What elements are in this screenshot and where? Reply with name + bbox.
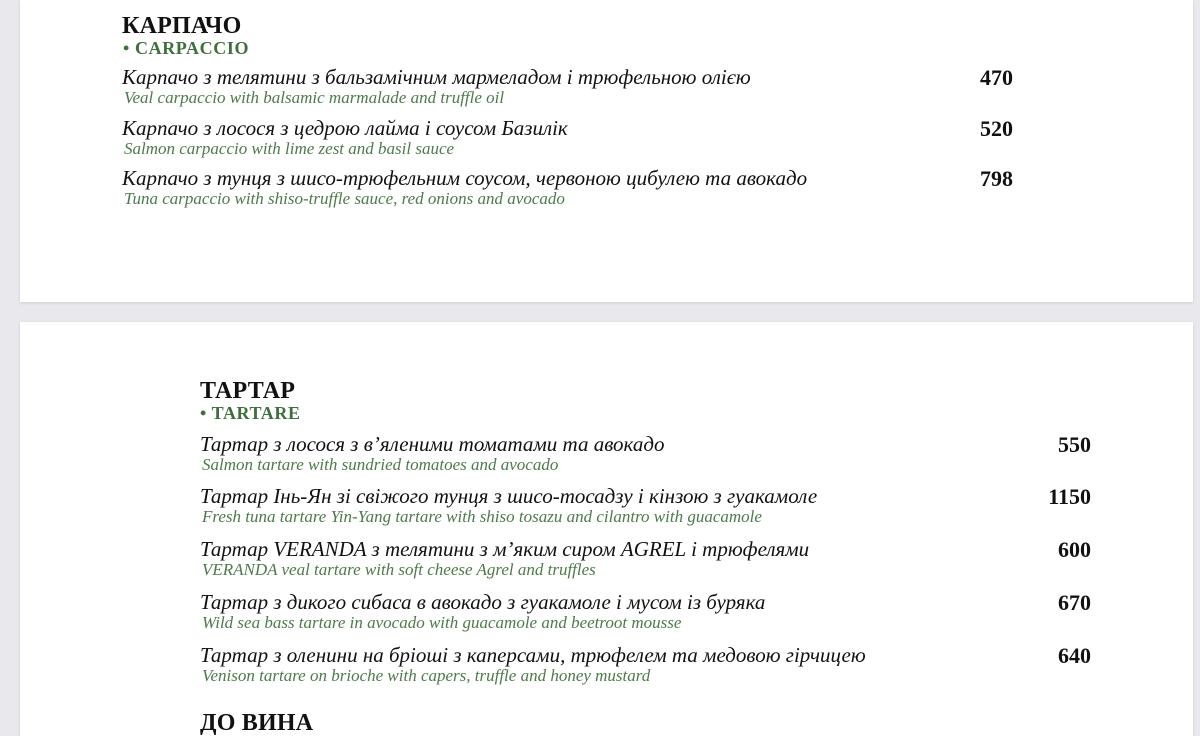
item-description: Venison tartare on brioche with capers, truffle and honey mustard [202, 666, 651, 685]
item-description: Wild sea bass tartare in avocado with guacamole and beetroot mousse [202, 613, 682, 632]
item-name: Карпачо з телятини з бальзамічним мармеладом і трюфельною олією [122, 65, 751, 89]
item-description: Fresh tuna tartare Yin-Yang tartare with shiso tosazu and cilantro with guacamole [202, 507, 762, 526]
section-subtitle-carpaccio: • CARPACCIO [123, 38, 250, 58]
item-price: 670 [1058, 590, 1091, 615]
menu-item [200, 432, 1091, 478]
item-name: Тартар з лосося з в’яленими томатами та авокадо [200, 432, 665, 456]
item-price: 520 [980, 116, 1013, 141]
section-title-carpaccio: КАРПАЧО [122, 13, 242, 39]
item-price: 640 [1058, 643, 1091, 668]
item-name: Карпачо з лосося з цедрою лайма і соусом Базилік [122, 116, 568, 140]
item-description: VERANDA veal tartare with soft cheese Agrel and truffles [202, 560, 596, 579]
item-name: Тартар з оленини на бріоші з каперсами, трюфелем та медовою гірчицею [200, 643, 866, 667]
menu-item [200, 484, 1091, 530]
item-description: Salmon tartare with sundried tomatoes and avocado [202, 455, 559, 474]
menu-item [122, 166, 1013, 212]
item-price: 798 [980, 166, 1013, 191]
item-name: Тартар Інь-Ян зі свіжого тунця з шисо-тосадзу і кінзою з гуакамоле [200, 484, 818, 508]
item-price: 600 [1058, 537, 1091, 562]
section-title-wine: ДО ВИНА [200, 710, 314, 736]
item-description: Veal carpaccio with balsamic marmalade and truffle oil [124, 88, 505, 107]
item-description: Tuna carpaccio with shiso-truffle sauce, red onions and avocado [124, 189, 565, 208]
section-subtitle-tartare: • TARTARE [200, 403, 301, 423]
item-price: 1150 [1048, 484, 1091, 509]
menu-item [200, 643, 1091, 689]
item-name: Карпачо з тунця з шисо-трюфельним соусом, червоною цибулею та авокадо [122, 166, 808, 190]
item-price: 550 [1058, 432, 1091, 457]
menu-page-1 [20, 0, 1193, 302]
menu-item [122, 116, 1013, 162]
menu-item [200, 537, 1091, 583]
menu-item [122, 65, 1013, 111]
section-title-tartare: ТАРТАР [200, 378, 296, 404]
item-name: Тартар VERANDA з телятини з м’яким сиром AGREL і трюфелями [200, 537, 810, 561]
menu-page-2 [20, 322, 1193, 736]
item-description: Salmon carpaccio with lime zest and basil sauce [124, 139, 455, 158]
item-name: Тартар з дикого сибаса в авокадо з гуакамоле і мусом із буряка [200, 590, 766, 614]
item-price: 470 [980, 65, 1013, 90]
menu-item [200, 590, 1091, 636]
